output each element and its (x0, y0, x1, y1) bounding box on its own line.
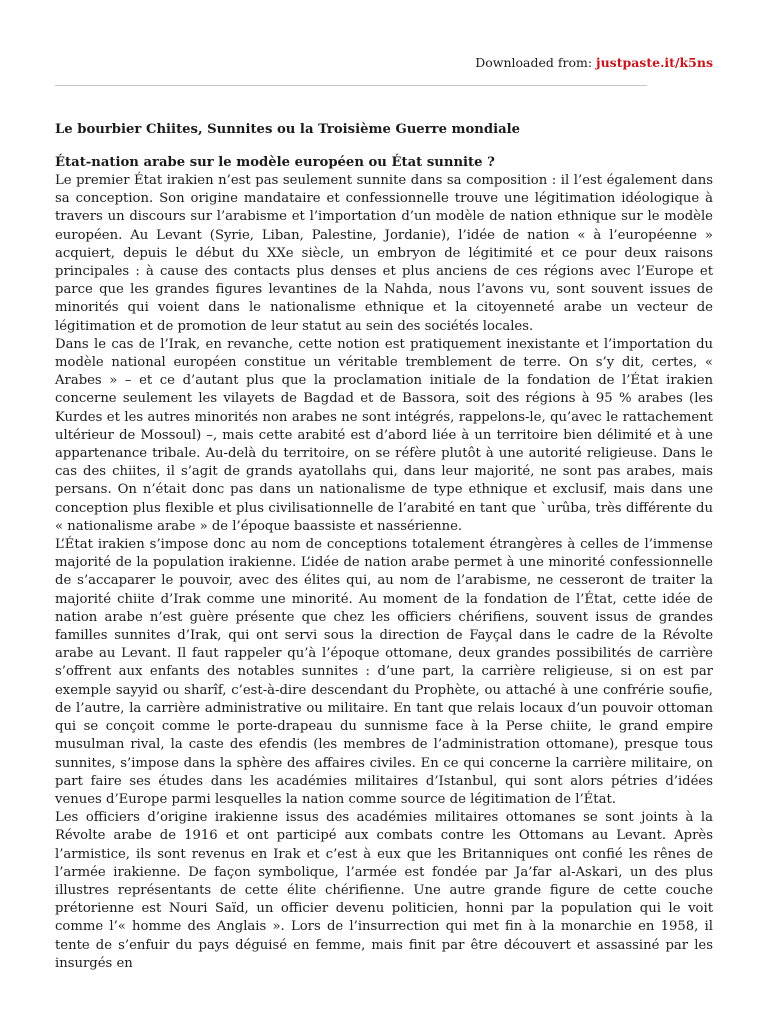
download-link[interactable]: justpaste.it/k5ns (596, 55, 713, 70)
paragraph-2: Dans le cas de l’Irak, en revanche, cette notion est pratiquement inexistante et l’importation du modèle national européen constitue un véritable tremblement de terre. On s’y dit, certes, « Arabes » – et ce d’autant plus que la proclamation initiale de la fondation de l’État irakien concerne seulement les vilayets de Bagdad et de Bassora, soit des régions à 95 % arabes (les Kurdes et les autres minorités non arabes ne sont intégrés, rappelons-le, qu’avec le rattachement ultérieur de Mossoul) –, mais cette arabité est d’abord liée à un territoire bien délimité et à une appartenance tribale. Au-delà du territoire, on se réfère plutôt à une autorité religieuse. Dans le cas des chiites, il s’agit de grands ayatollahs qui, dans leur majorité, ne sont pas arabes, mais persans. On n’était donc pas dans un nationalisme de type ethnique et exclusif, mais dans une conception plus flexible et plus civilisationnelle de l’arabité en tant que `urûba, très différente du « nationalisme arabe » de l’époque baassiste et nassérienne. (55, 336, 713, 534)
section-heading: État-nation arabe sur le modèle européen ou État sunnite ? (55, 155, 495, 170)
download-prefix: Downloaded from: (475, 55, 597, 70)
paragraph-1: Le premier État irakien n’est pas seulement sunnite dans sa composition : il l’est également dans sa conception. Son origine mandataire et confessionnelle trouve une légitimation idéologique à travers un discours sur l’arabisme et l’importation d’un modèle de nation ethnique sur le modèle européen. Au Levant (Syrie, Liban, Palestine, Jordanie), l’idée de nation « à l’européenne » acquiert, depuis le début du XXe siècle, un embryon de légitimité et ce pour deux raisons principales : à cause des contacts plus denses et plus anciens de ces régions avec l’Europe et parce que les grandes figures levantines de la Nahda, nous l’avons vu, sont souvent issues de minorités qui voient dans le nationalisme ethnique et la citoyenneté arabe un vecteur de légitimation et de promotion de leur statut au sein des sociétés locales. (55, 173, 713, 334)
header-divider (55, 85, 647, 86)
download-source (475, 55, 713, 70)
article-title: Le bourbier Chiites, Sunnites ou la Troisième Guerre mondiale (55, 122, 521, 137)
paragraph-4: Les officiers d’origine irakienne issus des académies militaires ottomanes se sont joints à la Révolte arabe de 1916 et ont participé aux combats contre les Ottomans au Levant. Après l’armistice, ils sont revenus en Irak et c’est à eux que les Britanniques ont confié les rênes de l’armée irakienne. De façon symbolique, l’armée est fondée par Ja’far al-Askari, un des plus illustres représentants de cette élite chérifienne. Une autre grande figure de cette couche prétorienne est Nouri Saïd, un officier devenu politicien, honni par la population qui le voit comme l’« homme des Anglais ». Lors de l’insurrection qui met fin à la monarchie en 1958, il tente de s’enfuir du pays déguisé en femme, mais finit par être découvert et assassiné par les insurgés en (55, 810, 713, 971)
article-body (55, 120, 713, 973)
paragraph-3: L’État irakien s’impose donc au nom de conceptions totalement étrangères à celles de l’immense majorité de la population irakienne. L’idée de nation arabe permet à une minorité confessionnelle de s’accaparer le pouvoir, avec des élites qui, au nom de l’arabisme, ne cesseront de traiter la majorité chiite d’Irak comme une minorité. Au moment de la fondation de l’État, cette idée de nation arabe n’est guère présente que chez les officiers chérifiens, souvent issus de grandes familles sunnites d’Irak, qui ont servi sous la direction de Fayçal dans le cadre de la Révolte arabe au Levant. Il faut rappeler qu’à l’époque ottomane, deux grandes possibilités de carrière s’offrent aux enfants des notables sunnites : d’une part, la carrière religieuse, si on est par exemple sayyid ou sharîf, c’est-à-dire descendant du Prophète, ou attaché à une confrérie soufie, de l’autre, la carrière administrative ou militaire. En tant que relais locaux d’un pouvoir ottoman qui se conçoit comme le porte-drapeau du sunnisme face à la Perse chiite, le grand empire musulman rival, la caste des efendis (les membres de l’administration ottomane), presque tous sunnites, s’impose dans la sphère des affaires civiles. En ce qui concerne la carrière militaire, on part faire ses études dans les académies militaires d’Istanbul, qui sont alors pétries d’idées venues d’Europe parmi lesquelles la nation comme source de légitimation de l’État. (55, 537, 713, 807)
